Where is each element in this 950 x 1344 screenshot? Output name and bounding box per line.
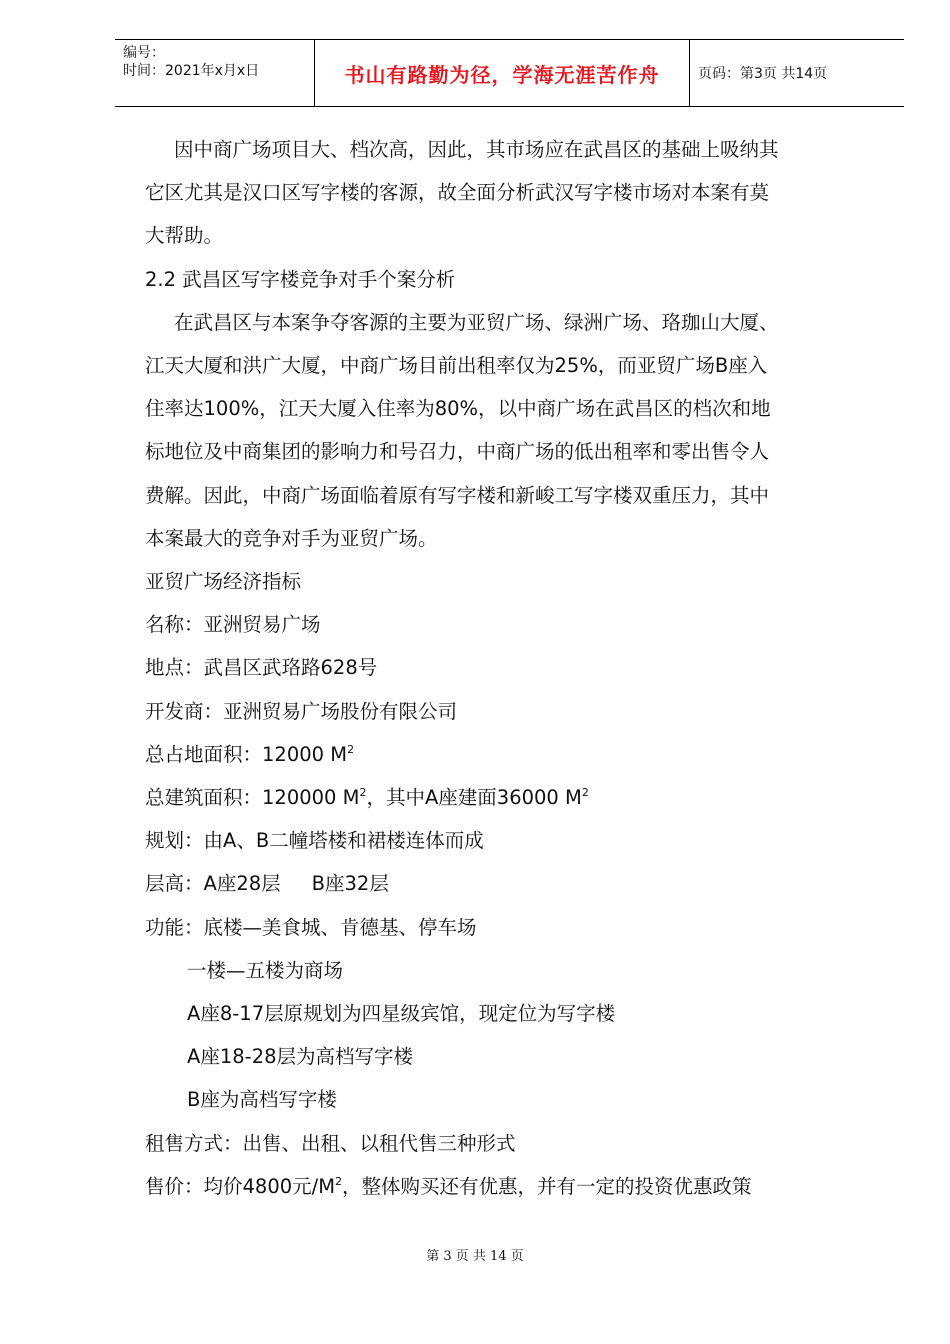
intro-line: 大帮助。: [145, 224, 224, 248]
document-body: [145, 128, 885, 1208]
project-location: 地点：武昌区武珞路628号: [145, 656, 378, 680]
sale-mode: 租售方式：出售、出租、以租代售三种形式: [145, 1131, 516, 1155]
price-text: 售价：均价4800元/M: [145, 1174, 336, 1198]
document-time-label: 时间：2021年x月x日: [123, 63, 260, 79]
function-item: A座8-17层原规划为四星级宾馆，现定位为写字楼: [187, 1002, 616, 1026]
building-area-total: 总建筑面积：120000 M: [145, 786, 360, 810]
analysis-line: 本案最大的竞争对手为亚贸广场。: [145, 526, 438, 550]
header-motto: 书山有路勤为径，学海无涯苦作舟: [315, 40, 690, 106]
planning: 规划：由A、B二幢塔楼和裙楼连体而成: [145, 829, 484, 853]
function-item: A座18-28层为高档写字楼: [187, 1045, 414, 1069]
analysis-line: 费解。因此，中商广场面临着原有写字楼和新峻工写字楼双重压力，其中: [145, 483, 770, 507]
header-page-info: 页码：第3页 共14页: [698, 66, 828, 82]
function-main: 功能：底楼—美食城、肯德基、停车场: [145, 915, 477, 939]
header-meta: [115, 40, 315, 106]
superscript-2: 2: [359, 786, 367, 800]
page-footer: 第 3 页 共 14 页: [426, 1249, 524, 1264]
analysis-line: 在武昌区与本案争夺客源的主要为亚贸广场、绿洲广场、珞珈山大厦、: [174, 310, 779, 334]
intro-line: 它区尤其是汉口区写字楼的客源，故全面分析武汉写字楼市场对本案有莫: [145, 181, 770, 205]
analysis-line: 江天大厦和洪广大厦，中商广场目前出租率仅为25%，而亚贸广场B座入: [145, 354, 768, 378]
section-title: 2.2 武昌区写字楼竞争对手个案分析: [145, 267, 456, 291]
superscript-2: 2: [347, 742, 355, 756]
land-area-text: 总占地面积：12000 M: [145, 742, 348, 766]
intro-line: 因中商广场项目大、档次高，因此，其市场应在武昌区的基础上吸纳其: [174, 138, 779, 161]
project-name: 名称：亚洲贸易广场: [145, 613, 321, 637]
indicators-title: 亚贸广场经济指标: [145, 570, 302, 594]
analysis-line: 标地位及中商集团的影响力和号召力，中商广场的低出租率和零出售令人: [145, 440, 770, 464]
project-developer: 开发商：亚洲贸易广场股份有限公司: [145, 699, 458, 723]
superscript-2: 2: [581, 786, 589, 800]
document-number-label: 编号：: [123, 45, 165, 61]
analysis-line: 住率达100%，江天大厦入住率为80%，以中商广场在武昌区的档次和地: [145, 397, 771, 421]
price: [145, 1165, 885, 1208]
floor-heights: 层高：A座28层 B座32层: [145, 872, 389, 896]
building-area: [145, 776, 885, 819]
land-area: [145, 733, 885, 776]
superscript-2: 2: [335, 1174, 343, 1188]
building-area-a-tower: ，其中A座建面36000 M: [366, 786, 582, 810]
function-item: 一楼—五楼为商场: [187, 958, 344, 982]
price-note: ，整体购买还有优惠，并有一定的投资优惠政策: [342, 1174, 752, 1198]
page-header: [115, 39, 904, 107]
function-item: B座为高档写字楼: [187, 1088, 337, 1112]
